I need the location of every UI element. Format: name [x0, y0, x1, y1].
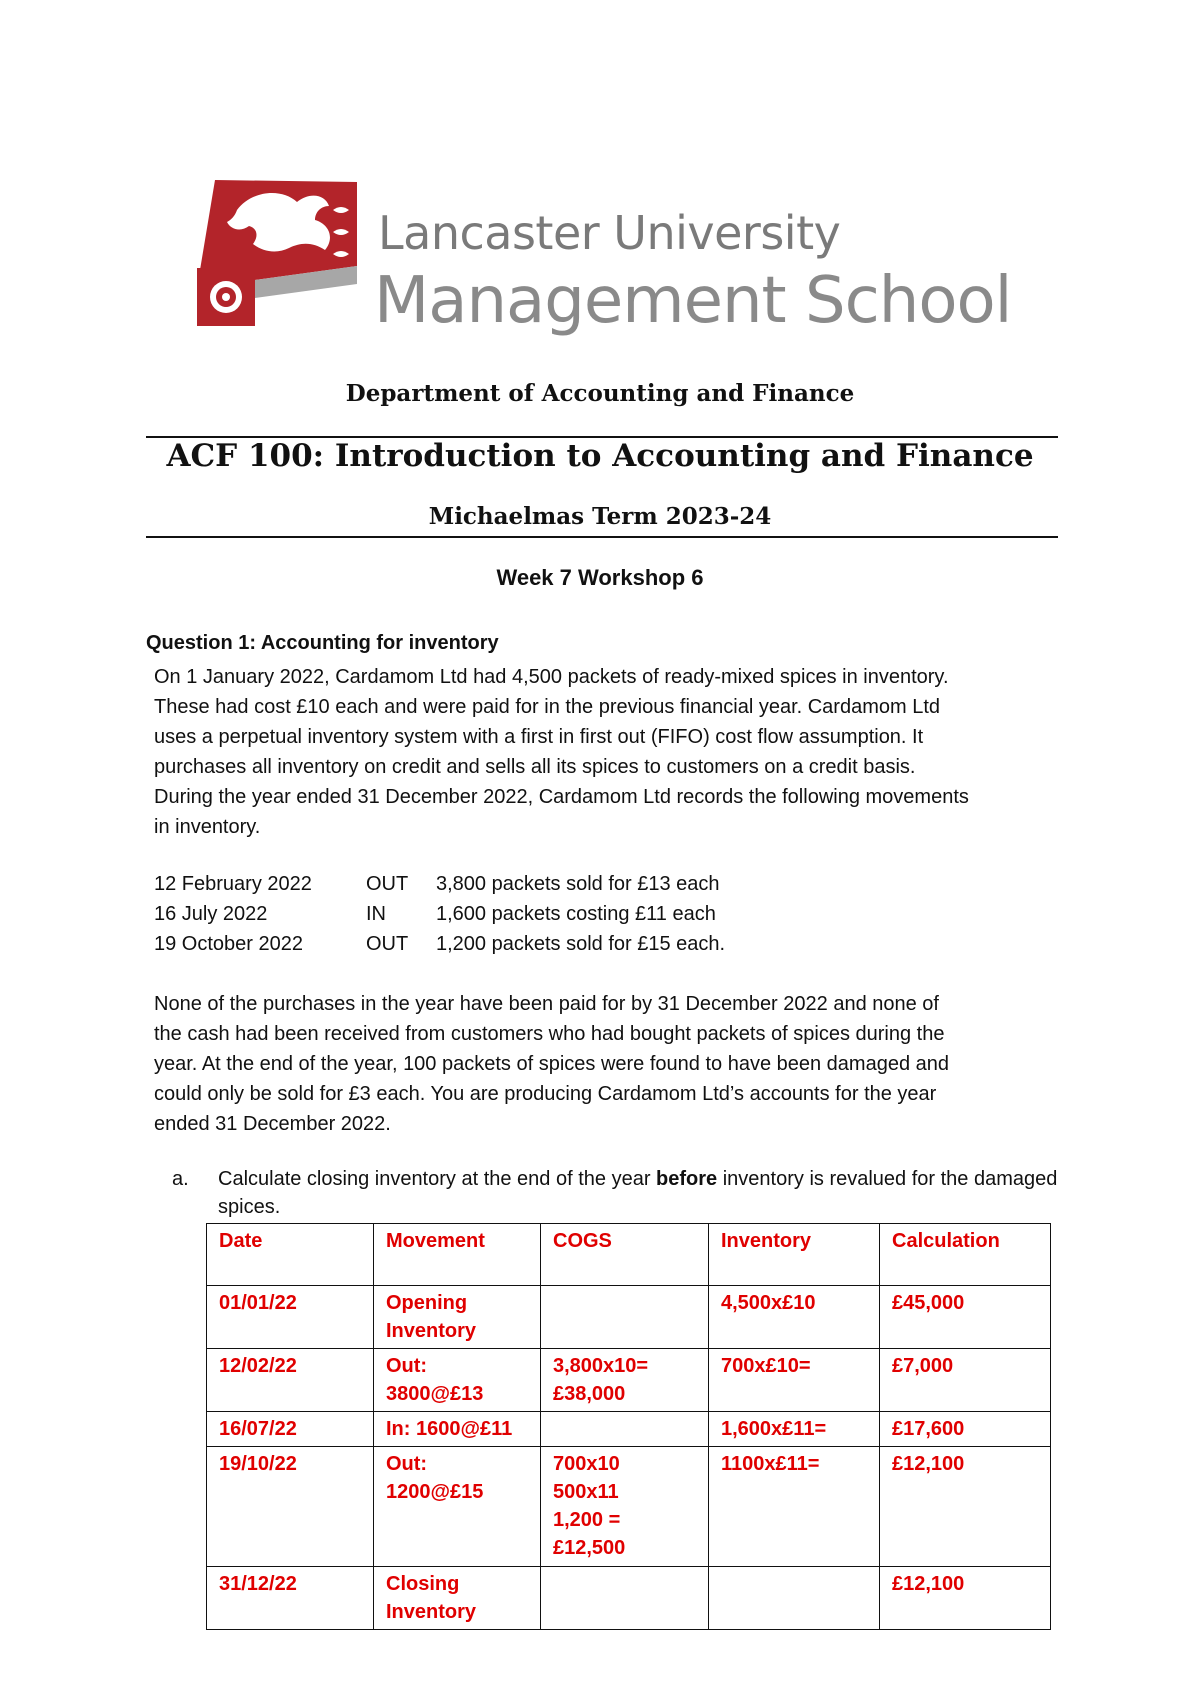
cell-date: 12/02/22	[207, 1349, 374, 1412]
table-row	[207, 1447, 1051, 1567]
logo-line-university: Lancaster University	[378, 206, 841, 260]
table-header-row	[207, 1224, 1051, 1286]
note-line: None of the purchases in the year have been paid for by 31 December 2022 and none of	[154, 993, 939, 1015]
movement-direction: OUT	[366, 933, 409, 955]
table-row	[207, 1412, 1051, 1447]
intro-line: On 1 January 2022, Cardamom Ltd had 4,500 packets of ready-mixed spices in inventory.	[154, 666, 949, 688]
note-line: ended 31 December 2022.	[154, 1113, 391, 1135]
cell-cogs	[541, 1567, 709, 1630]
term-title: Michaelmas Term 2023-24	[428, 503, 772, 530]
cell-inventory: 1100x£11=	[709, 1447, 880, 1567]
cell-cogs	[541, 1412, 709, 1447]
intro-line: in inventory.	[154, 816, 261, 838]
movement-direction: IN	[366, 903, 386, 925]
week-title: Week 7 Workshop 6	[496, 565, 704, 590]
cell-date: 19/10/22	[207, 1447, 374, 1567]
cell-movement: Opening Inventory	[374, 1286, 541, 1349]
cell-calculation: £7,000	[880, 1349, 1051, 1412]
column-header-movement: Movement	[374, 1224, 541, 1286]
movement-row	[154, 929, 725, 959]
movement-date: 19 October 2022	[154, 933, 303, 955]
cell-date: 16/07/22	[207, 1412, 374, 1447]
table-row	[207, 1567, 1051, 1630]
cell-calculation: £12,100	[880, 1447, 1051, 1567]
question-note	[154, 989, 1064, 1139]
question-title: Question 1: Accounting for inventory	[146, 632, 499, 654]
cell-date: 31/12/22	[207, 1567, 374, 1630]
cell-movement: Closing Inventory	[374, 1567, 541, 1630]
logo-line-school: Management School	[374, 264, 1012, 338]
part-a	[172, 1165, 1072, 1221]
cell-movement: In: 1600@£11	[374, 1412, 541, 1447]
crest-icon	[197, 180, 397, 330]
movement-row	[154, 899, 725, 929]
part-a-label: a.	[172, 1168, 189, 1190]
cell-inventory: 1,600x£11=	[709, 1412, 880, 1447]
cell-cogs: 700x10 500x11 1,200 = £12,500	[541, 1447, 709, 1567]
cell-calculation: £12,100	[880, 1567, 1051, 1630]
movement-direction: OUT	[366, 873, 409, 895]
cell-inventory: 700x£10=	[709, 1349, 880, 1412]
part-a-text-start: Calculate closing inventory at the end of the year	[218, 1168, 657, 1190]
cell-date: 01/01/22	[207, 1286, 374, 1349]
cell-calculation: £17,600	[880, 1412, 1051, 1447]
note-line: year. At the end of the year, 100 packets of spices were found to have been damaged and	[154, 1053, 949, 1075]
note-line: the cash had been received from customers who had bought packets of spices during the	[154, 1023, 945, 1045]
part-a-text-end: inventory is revalued for the damaged spices.	[218, 1168, 1058, 1218]
intro-line: During the year ended 31 December 2022, Cardamom Ltd records the following movements	[154, 786, 969, 808]
bottom-rule	[146, 536, 1058, 538]
movement-detail: 1,600 packets costing £11 each	[436, 903, 716, 925]
question-intro	[154, 662, 1064, 842]
column-header-cogs: COGS	[541, 1224, 709, 1286]
movements-list	[154, 869, 725, 959]
cell-movement: Out: 3800@£13	[374, 1349, 541, 1412]
column-header-date: Date	[207, 1224, 374, 1286]
movement-detail: 1,200 packets sold for £15 each.	[436, 933, 726, 955]
intro-line: uses a perpetual inventory system with a first in first out (FIFO) cost flow assumption. It	[154, 726, 924, 748]
intro-line: These had cost £10 each and were paid for in the previous financial year. Cardamom Ltd	[154, 696, 941, 718]
column-header-inventory: Inventory	[709, 1224, 880, 1286]
cell-inventory	[709, 1567, 880, 1630]
cell-inventory: 4,500x£10	[709, 1286, 880, 1349]
department-title: Department of Accounting and Finance	[345, 380, 855, 407]
cell-cogs: 3,800x10= £38,000	[541, 1349, 709, 1412]
column-header-calculation: Calculation	[880, 1224, 1051, 1286]
table-row	[207, 1349, 1051, 1412]
part-a-emphasis: before	[656, 1168, 718, 1190]
cell-calculation: £45,000	[880, 1286, 1051, 1349]
movement-date: 16 July 2022	[154, 903, 268, 925]
note-line: could only be sold for £3 each. You are producing Cardamom Ltd’s accounts for the year	[154, 1083, 937, 1105]
inventory-table	[206, 1223, 1051, 1630]
table-row	[207, 1286, 1051, 1349]
movement-date: 12 February 2022	[154, 873, 312, 895]
course-title: ACF 100: Introduction to Accounting and Finance	[166, 438, 1034, 474]
cell-movement: Out: 1200@£15	[374, 1447, 541, 1567]
intro-line: purchases all inventory on credit and sells all its spices to customers on a credit basis.	[154, 756, 916, 778]
movement-row	[154, 869, 725, 899]
cell-cogs	[541, 1286, 709, 1349]
movement-detail: 3,800 packets sold for £13 each	[436, 873, 720, 895]
part-a-text	[218, 1165, 1072, 1221]
